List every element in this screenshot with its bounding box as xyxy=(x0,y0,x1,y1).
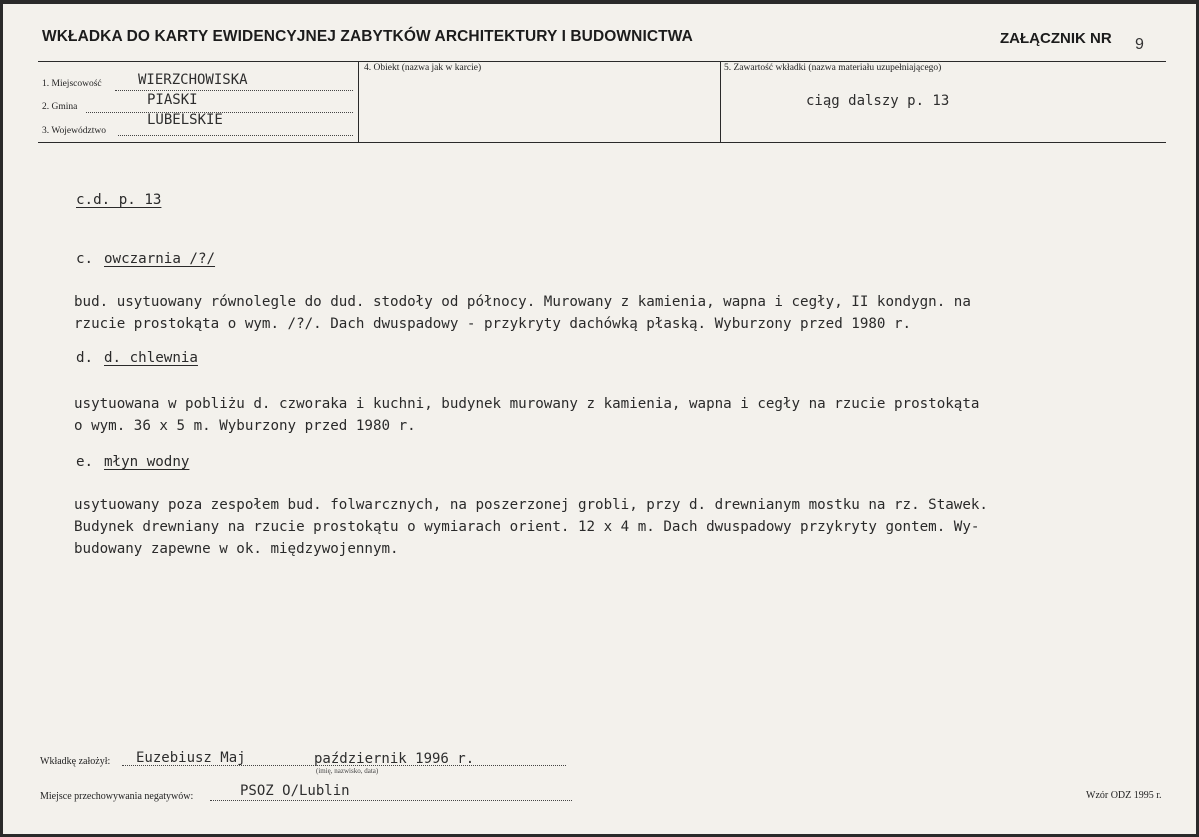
miejscowosc-value: WIERZCHOWISKA xyxy=(138,72,248,88)
zalozyl-value: Euzebiusz Maj xyxy=(136,750,246,766)
wojewodztwo-dots xyxy=(118,135,353,136)
gmina-value: PIASKI xyxy=(147,92,198,108)
section-e-line-3: budowany zapewne w ok. międzywojennym. xyxy=(74,541,399,557)
miejscowosc-dots xyxy=(115,90,353,91)
negatywy-label: Miejsce przechowywania negatywów: xyxy=(40,791,194,802)
section-d-line-1: usytuowana w pobliżu d. czworaka i kuchni, budynek murowany z kamienia, wapna i cegły na rzucie prostokąta xyxy=(74,396,980,412)
negatywy-value: PSOZ O/Lublin xyxy=(240,783,350,799)
section-e-prefix: e. xyxy=(76,454,94,470)
header-box-divider-2 xyxy=(720,61,721,142)
zalozyl-label: Wkładkę założył: xyxy=(40,756,111,767)
section-d-prefix: d. xyxy=(76,350,94,366)
gmina-label: 2. Gmina xyxy=(42,102,78,112)
date-note: (imię, nazwisko, data) xyxy=(316,767,379,775)
section-e-line-2: Budynek drewniany na rzucie prostokątu o wymiarach orient. 12 x 4 m. Dach dwuspadowy przykryty gontem. Wy- xyxy=(74,519,980,535)
wojewodztwo-value: LUBELSKIE xyxy=(147,112,223,128)
section-d-line-2: o wym. 36 x 5 m. Wyburzony przed 1980 r. xyxy=(74,418,416,434)
page-edge-left xyxy=(0,0,3,837)
header-box-top-line xyxy=(38,61,1166,62)
section-c-line-2: rzucie prostokąta o wym. /?/. Dach dwuspadowy - przykryty dachówką płaską. Wyburzony przed 1980 r. xyxy=(74,316,912,332)
section-e-line-1: usytuowany poza zespołem bud. folwarcznych, na poszerzonej grobli, przy d. drewnianym mostku na rz. Stawek. xyxy=(74,497,988,513)
miejscowosc-label: 1. Miejscowość xyxy=(42,79,102,89)
obiekt-label: 4. Obiekt (nazwa jak w karcie) xyxy=(364,63,482,73)
form-version: Wzór ODZ 1995 r. xyxy=(1086,790,1162,801)
section-c-line-1: bud. usytuowany równolegle do dud. stodoły od północy. Murowany z kamienia, wapna i cegły, II kondygn. na xyxy=(74,294,971,310)
section-e-title: młyn wodny xyxy=(104,454,190,470)
negatywy-dots xyxy=(210,800,572,801)
form-title: WKŁADKA DO KARTY EWIDENCYJNEJ ZABYTKÓW ARCHITEKTURY I BUDOWNICTWA xyxy=(42,28,693,45)
section-d-title: d. chlewnia xyxy=(104,350,198,366)
continuation-heading: c.d. p. 13 xyxy=(76,192,162,208)
section-c-prefix: c. xyxy=(76,251,94,267)
header-box-divider-1 xyxy=(358,61,359,142)
wojewodztwo-label: 3. Województwo xyxy=(42,126,106,136)
section-c-title: owczarnia /?/ xyxy=(104,251,216,267)
annex-label: ZAŁĄCZNIK NR xyxy=(1000,30,1112,47)
annex-number: 9 xyxy=(1135,36,1144,53)
page-edge-top xyxy=(0,0,1199,4)
zawartosc-label: 5. Zawartość wkładki (nazwa materiału uzupełniającego) xyxy=(724,63,942,73)
header-box-bottom-line xyxy=(38,142,1166,143)
zawartosc-value: ciąg dalszy p. 13 xyxy=(806,93,950,109)
date-value: październik 1996 r. xyxy=(314,751,475,767)
